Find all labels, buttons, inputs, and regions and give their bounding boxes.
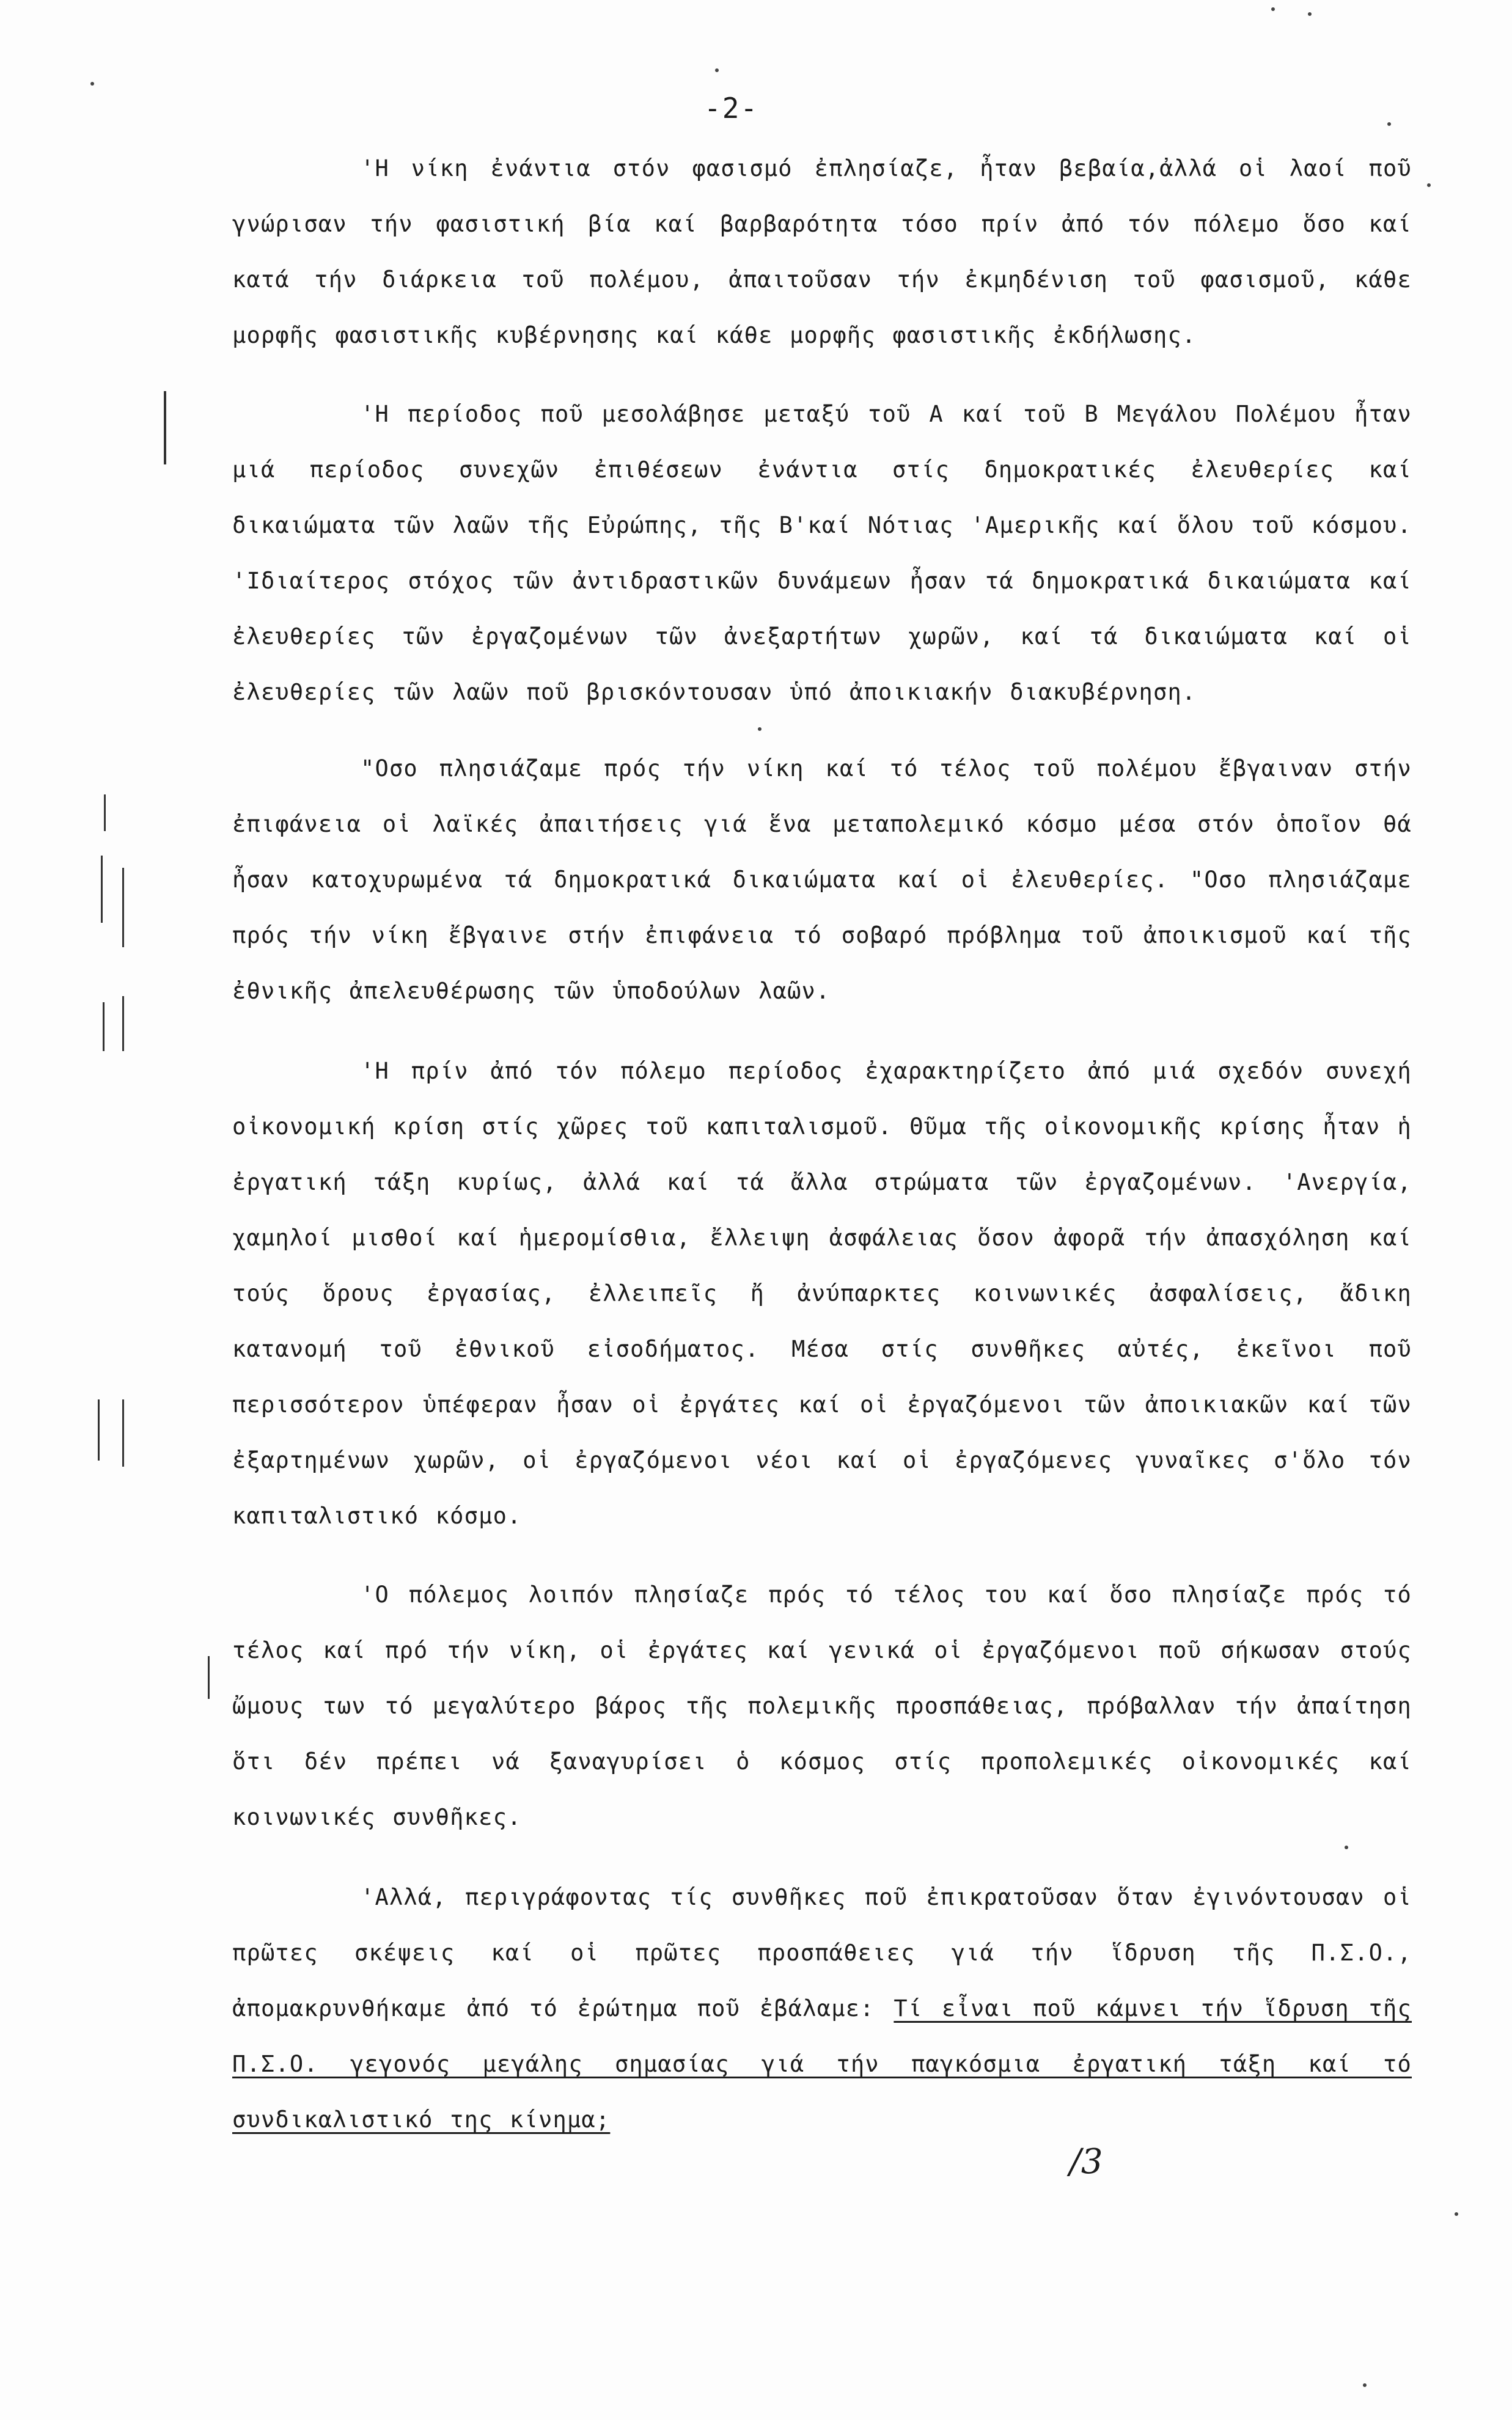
margin-rule-mark [208,1656,210,1699]
margin-rule-mark [98,1399,100,1461]
page-number: -2- [704,92,759,125]
continuation-mark: /3 [1070,2142,1103,2182]
paragraph-5: 'Ο πόλεμος λοιπόν πλησίαζε πρός τό τέλος του καί ὅσο πλησίαζε πρός τό τέλος καί πρό τήν νίκη, οἱ ἐργάτες καί γενικά οἱ ἐργαζόμενοι ποῦ σήκωσαν στούς ὤμους των τό μεγαλύτερο βάρος τῆς πολεμικῆς προσπάθειας, πρόβαλλαν τήν ἀπαίτηση ὅτι δέν πρέπει νά ξαναγυρίσει ὁ κόσμος στίς προπολεμικές οἰκονομικές καί κοινωνικές συνθῆκες. [232,1582,1412,1830]
scan-speck [1308,12,1312,16]
scan-speck [715,68,719,72]
paragraph-1: 'Η νίκη ἐνάντια στόν φασισμό ἐπλησίαζε, ἦταν βεβαία,ἀλλά οἱ λαοί ποῦ γνώρισαν τήν φασιστική βία καί βαρβαρότητα τόσο πρίν ἀπό τόν πόλεμο ὅσο καί κατά τήν διάρκεια τοῦ πολέμου, ἀπαιτοῦσαν τήν ἐκμηδένιση τοῦ φασισμοῦ, κάθε μορφῆς φασιστικῆς κυβέρνησης καί κάθε μορφῆς φασιστικῆς ἐκδήλωσης. [232,155,1412,348]
paragraph-6 [232,1869,1412,2147]
document-body [232,141,1412,2147]
scan-speck [1271,7,1275,11]
paragraph-6-underlined-question: Τί εἶναι ποῦ κάμνει τήν ἵδρυση τῆς Π.Σ.Ο. γεγονός μεγάλης σημασίας γιά τήν παγκόσμια ἐργατική τάξη καί τό συνδικαλιστικό της κίνημα; [232,1995,1412,2133]
scan-speck [1345,1846,1348,1849]
paragraph-6-lead: 'Αλλά, περιγράφοντας τίς συνθῆκες ποῦ ἐπικρατοῦσαν ὅταν ἐγινόντουσαν οἱ πρῶτες σκέψεις καί οἱ πρῶτες προσπάθειες γιά τήν ἵδρυση τῆς Π.Σ.Ο., ἀπομακρυνθήκαμε ἀπό τό ἐρώτημα ποῦ ἐβάλαμε: [232,1884,1412,2022]
scan-speck [1455,2212,1458,2216]
margin-rule-mark [164,391,166,464]
margin-rule-mark [122,1399,124,1467]
scan-speck [1363,2383,1367,2387]
margin-rule-mark [122,996,124,1051]
margin-rule-mark [104,794,106,831]
paragraph-3: "Οσο πλησιάζαμε πρός τήν νίκη καί τό τέλος τοῦ πολέμου ἔβγαιναν στήν ἐπιφάνεια οἱ λαϊκές ἀπαιτήσεις γιά ἕνα μεταπολεμικό κόσμο μέσα στόν ὁποῖον θά ἦσαν κατοχυρωμένα τά δημοκρατικά δικαιώματα καί οἱ ἐλευθερίες. "Οσο πλησιάζαμε πρός τήν νίκη ἔβγαινε στήν ἐπιφάνεια τό σοβαρό πρόβλημα τοῦ ἀποικισμοῦ καί τῆς ἐθνικῆς ἀπελευθέρωσης τῶν ὑποδούλων λαῶν. [232,755,1412,1004]
margin-rule-mark [103,1002,105,1051]
scan-speck [758,727,762,731]
scan-speck [1387,122,1391,126]
scan-speck [1427,183,1431,187]
paragraph-4: 'Η πρίν ἀπό τόν πόλεμο περίοδος ἐχαρακτηρίζετο ἀπό μιά σχεδόν συνεχή οἰκονομική κρίση στίς χῶρες τοῦ καπιταλισμοῦ. Θῦμα τῆς οἰκονομικῆς κρίσης ἦταν ἡ ἐργατική τάξη κυρίως, ἀλλά καί τά ἄλλα στρώματα τῶν ἐργαζομένων. 'Ανεργία, χαμηλοί μισθοί καί ἡμερομίσθια, ἔλλειψη ἀσφάλειας ὅσον ἀφορᾶ τήν ἀπασχόληση καί τούς ὅρους ἐργασίας, ἐλλειπεῖς ἤ ἀνύπαρκτες κοινωνικές ἀσφαλίσεις, ἄδικη κατανομή τοῦ ἐθνικοῦ εἰσοδήματος. Μέσα στίς συνθῆκες αὐτές, ἐκεῖνοι ποῦ περισσότερον ὑπέφεραν ἦσαν οἱ ἐργάτες καί οἱ ἐργαζόμενοι τῶν ἀποικιακῶν καί τῶν ἐξαρτημένων χωρῶν, οἱ ἐργαζόμενοι νέοι καί οἱ ἐργαζόμενες γυναῖκες σ'ὅλο τόν καπιταλιστικό κόσμο. [232,1058,1412,1529]
margin-rule-mark [101,856,103,923]
paragraph-2: 'Η περίοδος ποῦ μεσολάβησε μεταξύ τοῦ Α καί τοῦ Β Μεγάλου Πολέμου ἦταν μιά περίοδος συνεχῶν ἐπιθέσεων ἐνάντια στίς δημοκρατικές ἐλευθερίες καί δικαιώματα τῶν λαῶν τῆς Εὐρώπης, τῆς Β'καί Νότιας 'Αμερικῆς καί ὅλου τοῦ κόσμου. 'Ιδιαίτερος στόχος τῶν ἀντιδραστικῶν δυνάμεων ἦσαν τά δημοκρατικά δικαιώματα καί ἐλευθερίες τῶν ἐργαζομένων τῶν ἀνεξαρτήτων χωρῶν, καί τά δικαιώματα καί οἱ ἐλευθερίες τῶν λαῶν ποῦ βρισκόντουσαν ὑπό ἀποικιακήν διακυβέρνηση. [232,401,1412,705]
scan-speck [90,82,94,86]
margin-rule-mark [122,868,124,947]
